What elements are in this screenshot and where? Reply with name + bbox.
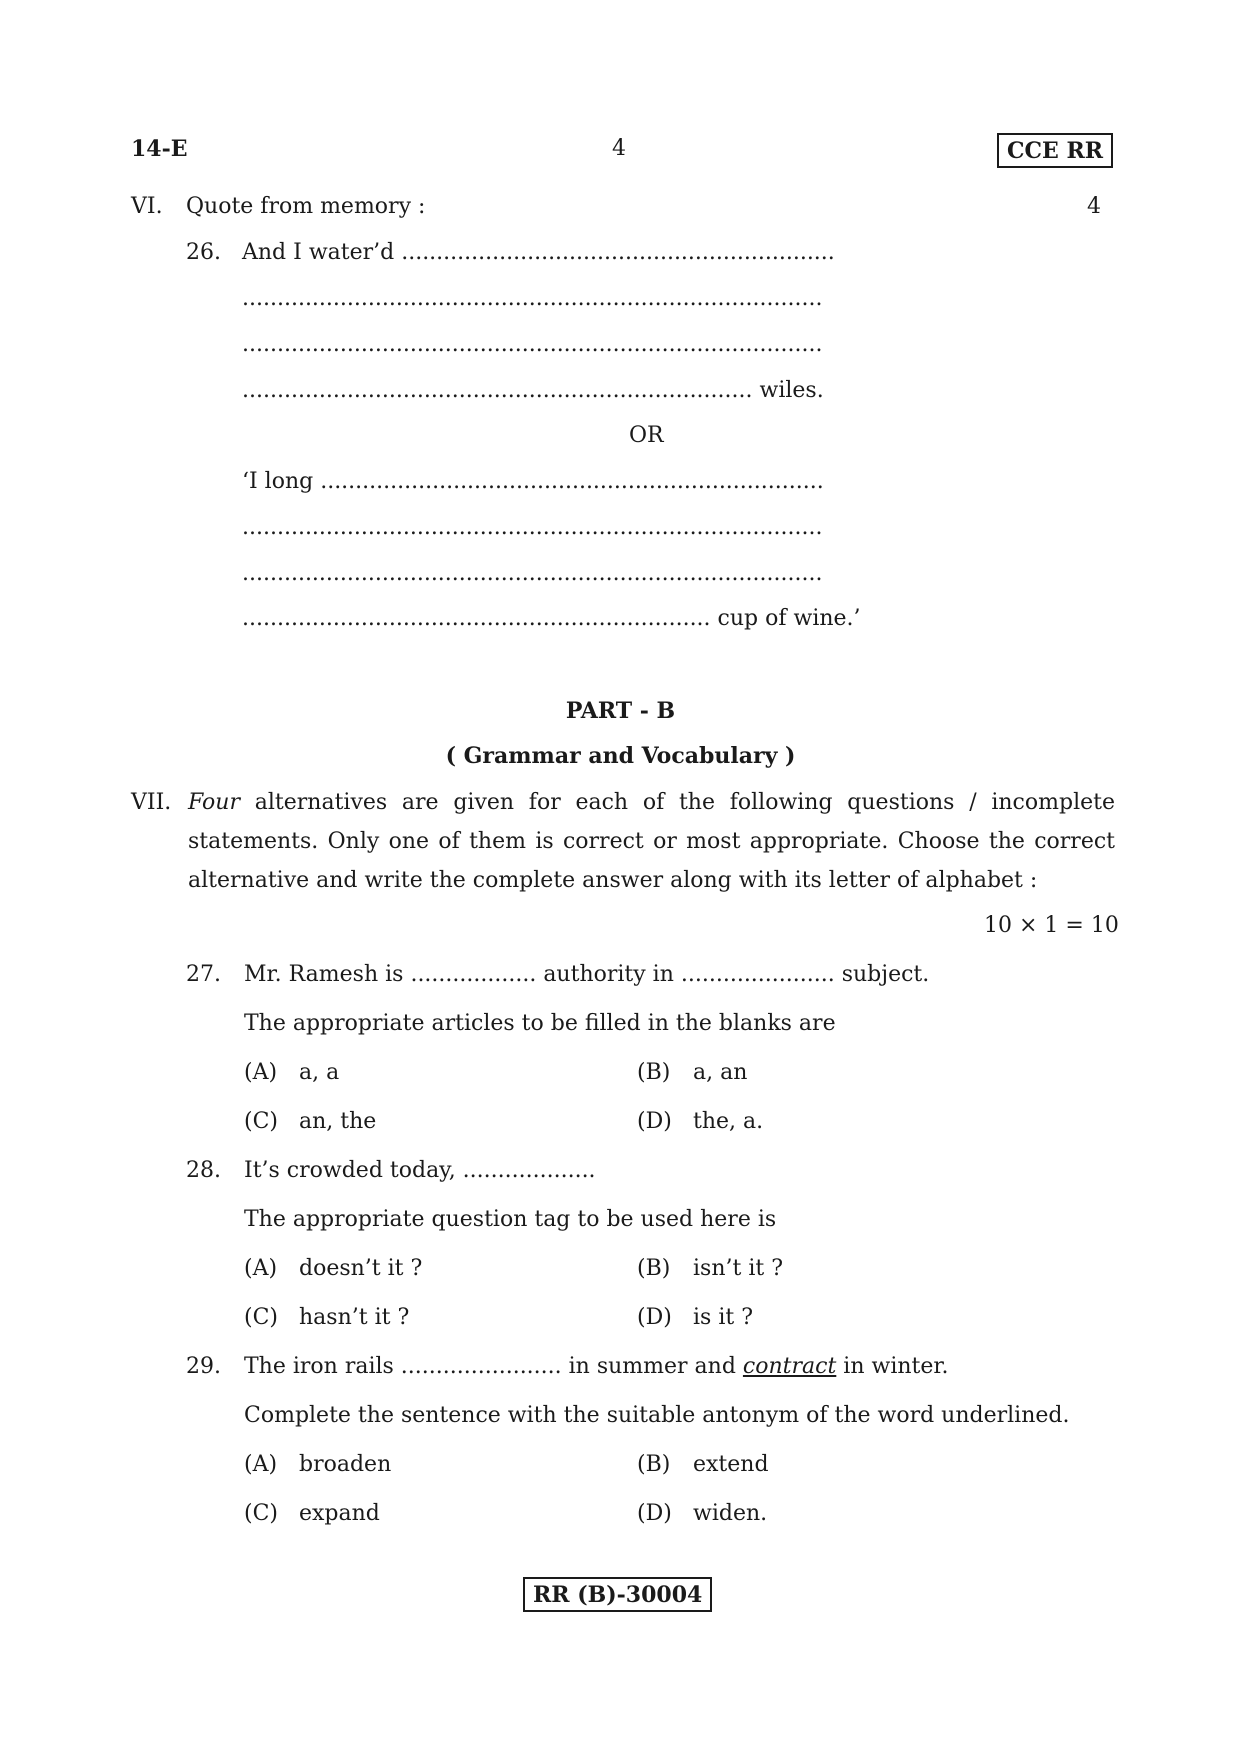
- question-27-number: 27.: [186, 962, 221, 987]
- quote-line-1: And I water’d ..............................................................: [242, 240, 835, 265]
- alt-quote-line-3: ...................................................................................: [242, 561, 823, 586]
- q27-option-b-text: a, an: [693, 1060, 748, 1085]
- question-27-stem: Mr. Ramesh is .................. authority in ...................... subject.: [244, 962, 930, 987]
- quote-line-4: ......................................................................... wiles.: [242, 378, 824, 403]
- page-number: 4: [612, 136, 626, 161]
- q29-option-b-text: extend: [693, 1452, 769, 1477]
- section-vii-marks: 10 × 1 = 10: [984, 913, 1119, 938]
- q29-option-d-text: widen.: [693, 1501, 768, 1526]
- q28-option-c-letter: (C): [244, 1305, 278, 1330]
- q27-option-c-text: an, the: [299, 1109, 377, 1134]
- quote-line-2: ...................................................................................: [242, 286, 823, 311]
- q27-option-a-text: a, a: [299, 1060, 340, 1085]
- instruction-italic-word: Four: [188, 790, 240, 815]
- question-28-stem: It’s crowded today, ...................: [244, 1158, 596, 1183]
- quote-line-3: ...................................................................................: [242, 332, 823, 357]
- q29-underlined-word: contract: [742, 1354, 837, 1379]
- q28-option-d-letter: (D): [637, 1305, 672, 1330]
- question-29-number: 29.: [186, 1354, 221, 1379]
- q28-option-c-text: hasn’t it ?: [299, 1305, 410, 1330]
- footer-code: RR (B)-30004: [523, 1577, 712, 1612]
- alt-quote-line-1: ‘I long ........................................................................: [242, 469, 824, 494]
- or-label: OR: [629, 423, 664, 448]
- q29-stem-before: The iron rails ....................... in summer and: [244, 1354, 736, 1379]
- q28-option-a-letter: (A): [244, 1256, 278, 1281]
- section-vi-instruction: Quote from memory :: [186, 194, 426, 219]
- question-27-prompt: The appropriate articles to be filled in the blanks are: [244, 1011, 836, 1036]
- q29-option-a-letter: (A): [244, 1452, 278, 1477]
- q28-option-b-text: isn’t it ?: [693, 1256, 783, 1281]
- alt-quote-line-2: ...................................................................................: [242, 515, 823, 540]
- part-b-subtitle: ( Grammar and Vocabulary ): [445, 743, 796, 769]
- q27-option-d-letter: (D): [637, 1109, 672, 1134]
- section-vii-instruction-line-1: [188, 792, 1115, 814]
- q29-option-c-text: expand: [299, 1501, 380, 1526]
- question-28-prompt: The appropriate question tag to be used here is: [244, 1207, 777, 1232]
- section-vi-numeral: VI.: [131, 194, 163, 219]
- q29-option-b-letter: (B): [637, 1452, 671, 1477]
- q27-option-d-text: the, a.: [693, 1109, 764, 1134]
- q29-option-c-letter: (C): [244, 1501, 278, 1526]
- q28-option-a-text: doesn’t it ?: [299, 1256, 423, 1281]
- q29-stem-after: in winter.: [843, 1354, 949, 1379]
- section-vii-instruction-line-3: alternative and write the complete answer along with its letter of alphabet :: [188, 868, 1038, 893]
- section-vii-instruction-line-2: statements. Only one of them is correct or most appropriate. Choose the correct: [188, 829, 1115, 854]
- q29-option-a-text: broaden: [299, 1452, 392, 1477]
- paper-code-right: CCE RR: [997, 133, 1113, 168]
- q27-option-b-letter: (B): [637, 1060, 671, 1085]
- q28-option-b-letter: (B): [637, 1256, 671, 1281]
- alt-quote-line-4: ................................................................... cup of wine.’: [242, 606, 861, 631]
- section-vii-numeral: VII.: [131, 790, 172, 815]
- q27-option-a-letter: (A): [244, 1060, 278, 1085]
- q29-option-d-letter: (D): [637, 1501, 672, 1526]
- q28-option-d-text: is it ?: [693, 1305, 753, 1330]
- question-29-stem: [244, 1356, 948, 1378]
- paper-code-left: 14-E: [131, 136, 188, 162]
- q27-option-c-letter: (C): [244, 1109, 278, 1134]
- question-28-number: 28.: [186, 1158, 221, 1183]
- question-26-number: 26.: [186, 240, 221, 265]
- instruction-line-1-rest: alternatives are given for each of the following questions / incomplete: [254, 790, 1115, 815]
- section-vi-marks: 4: [1087, 194, 1101, 219]
- question-29-prompt: Complete the sentence with the suitable antonym of the word underlined.: [244, 1403, 1070, 1428]
- part-b-title: PART - B: [565, 698, 676, 724]
